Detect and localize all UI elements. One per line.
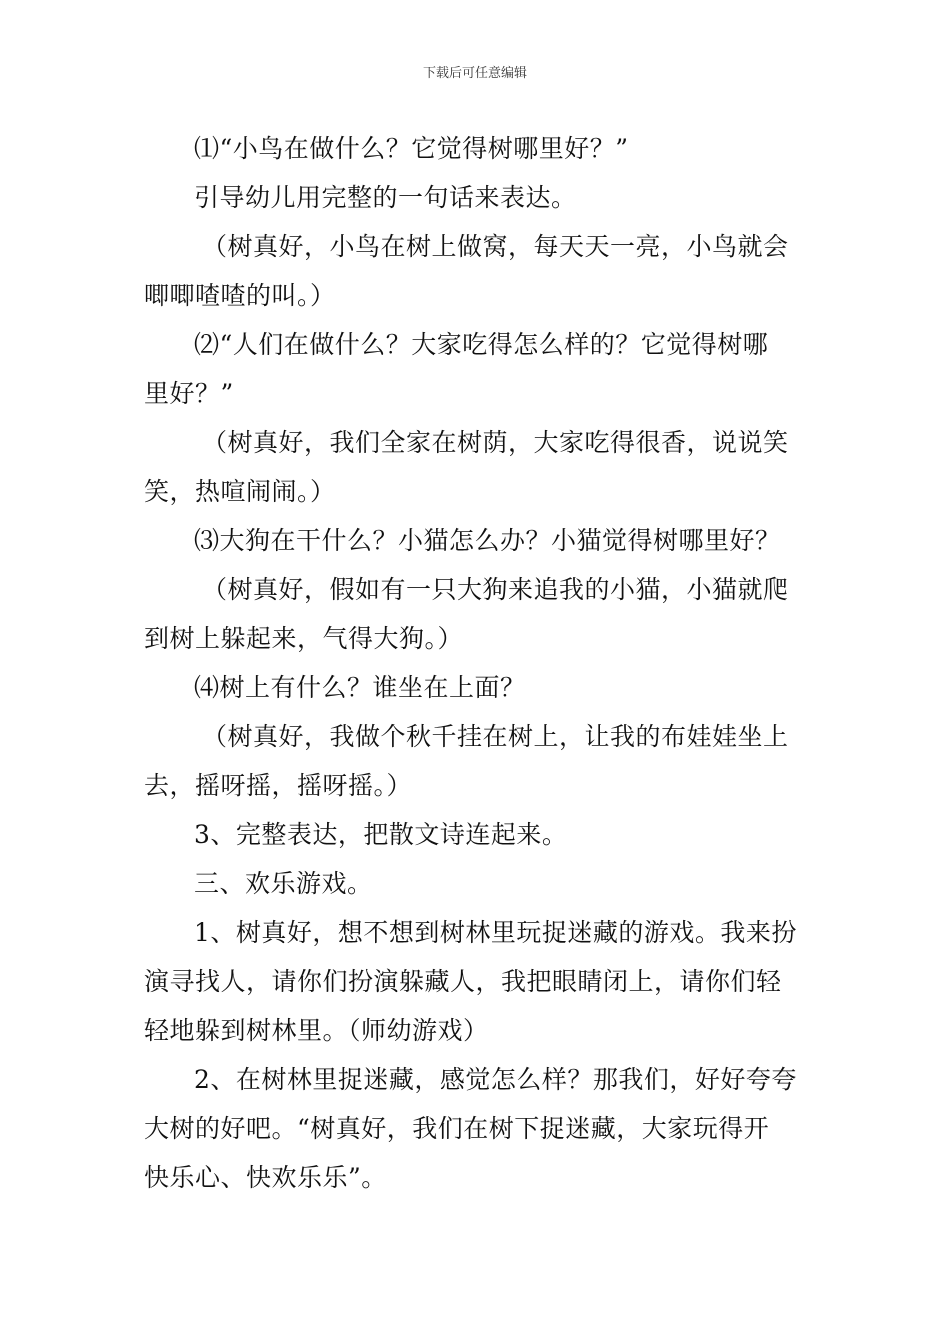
document-body bbox=[144, 124, 808, 1202]
text-line: 里好？” bbox=[144, 379, 234, 408]
page-header: 下载后可任意编辑 bbox=[422, 66, 527, 81]
text-line: 到树上躲起来，气得大狗。） bbox=[144, 624, 464, 653]
text-line: 笑，热喧闹闹。） bbox=[144, 477, 336, 506]
text-line: ⑶大狗在干什么？小猫怎么办？小猫觉得树哪里好？ bbox=[194, 526, 781, 555]
text-line: 2、在树林里捉迷藏，感觉怎么样？那我们，好好夸夸 bbox=[194, 1065, 797, 1094]
text-line: 轻地躲到树林里。（师幼游戏） bbox=[144, 1016, 489, 1045]
text-line: 1、树真好，想不想到树林里玩捉迷藏的游戏。我来扮 bbox=[194, 918, 797, 947]
text-line: 演寻找人，请你们扮演躲藏人，我把眼睛闭上，请你们轻 bbox=[144, 967, 782, 996]
text-line: （树真好，小鸟在树上做窝，每天天一亮，小鸟就会 bbox=[202, 232, 789, 261]
text-line: ⑵“人们在做什么？大家吃得怎么样的？它觉得树哪 bbox=[194, 330, 769, 359]
text-line: ⑷树上有什么？谁坐在上面？ bbox=[194, 673, 526, 702]
text-line: （树真好，我们全家在树荫，大家吃得很香，说说笑 bbox=[202, 428, 789, 457]
text-line: ⑴“小鸟在做什么？它觉得树哪里好？” bbox=[194, 134, 629, 163]
text-line: 去，摇呀摇，摇呀摇。） bbox=[144, 771, 413, 800]
text-line: 唧唧喳喳的叫。） bbox=[144, 281, 336, 310]
text-line: 引导幼儿用完整的一句话来表达。 bbox=[194, 183, 577, 212]
text-line: 三、欢乐游戏。 bbox=[194, 869, 373, 898]
text-line: 快乐心、快欢乐乐”。 bbox=[144, 1163, 387, 1192]
text-line: （树真好，我做个秋千挂在树上，让我的布娃娃坐上 bbox=[202, 722, 789, 751]
text-line: 3、完整表达，把散文诗连起来。 bbox=[194, 820, 568, 849]
text-line: （树真好，假如有一只大狗来追我的小猫，小猫就爬 bbox=[202, 575, 789, 604]
text-line: 大树的好吧。“树真好，我们在树下捉迷藏，大家玩得开 bbox=[144, 1114, 770, 1143]
